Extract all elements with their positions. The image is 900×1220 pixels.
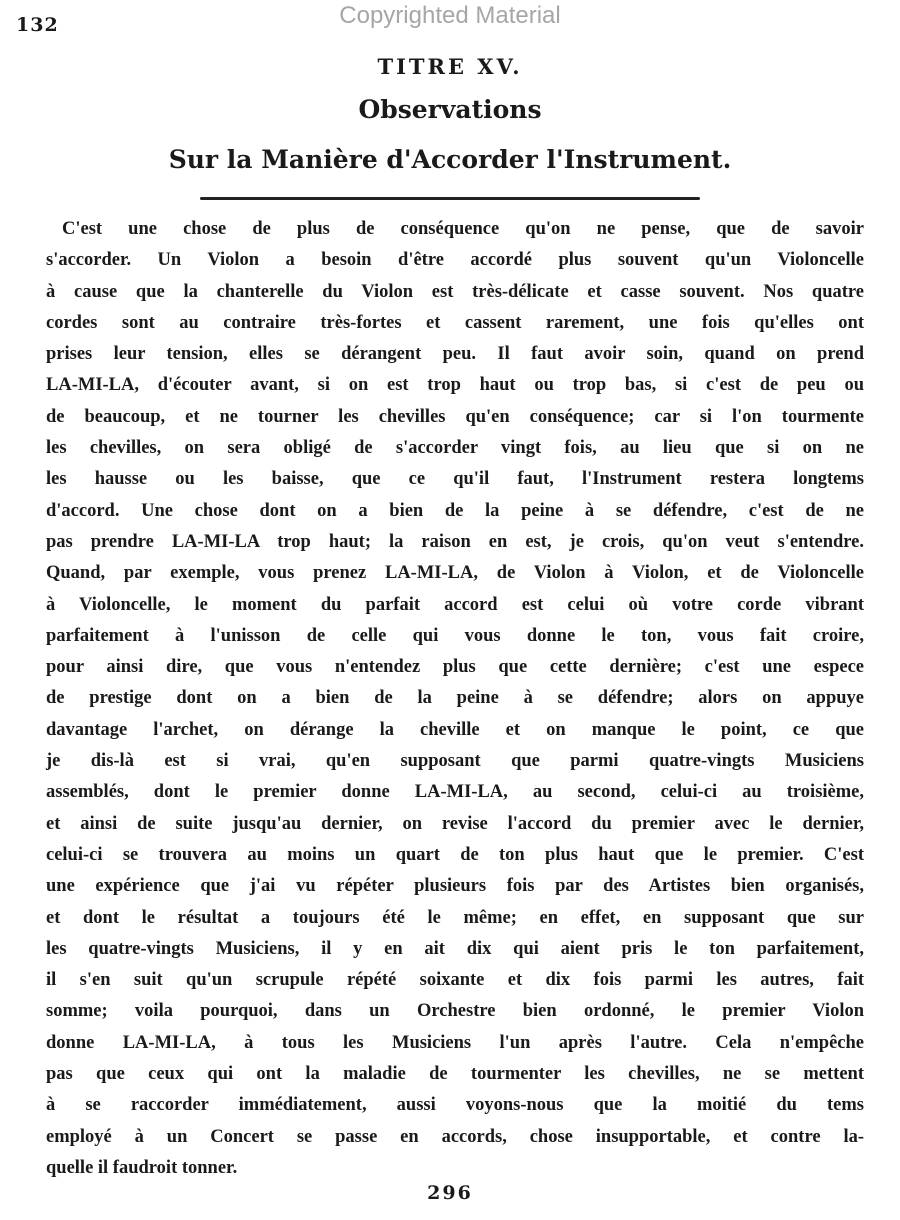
body-line: s'accorder. Un Violon a besoin d'être accordé plus souvent qu'un Violoncelle [46,250,864,271]
chapter-subtitle: Sur la Manière d'Accorder l'Instrument. [168,145,732,174]
body-line: les quatre-vingts Musiciens, il y en ait dix qui aient pris le ton parfaitement, [46,938,864,959]
body-line: C'est une chose de plus de conséquence qu'on ne pense, que de savoir [62,219,864,239]
body-paragraph [46,214,864,1184]
body-line: quelle il faudroit tonner. [46,1157,238,1178]
body-line: cordes sont au contraire très-fortes et cassent rarement, une fois qu'elles ont [46,312,864,333]
body-line: une expérience que j'ai vu répéter plusieurs fois par des Artistes bien organisés, [46,876,864,897]
body-line: pour ainsi dire, que vous n'entendez plus que cette dernière; c'est une espece [46,657,864,678]
body-line: et ainsi de suite jusqu'au dernier, on revise l'accord du premier avec le dernier, [46,813,864,834]
page-number: 132 [16,14,59,36]
body-line: d'accord. Une chose dont on a bien de la peine à se défendre, c'est de ne [46,500,864,521]
body-line: prises leur tension, elles se dérangent peu. Il faut avoir soin, quand on prend [46,344,864,365]
body-line: donne LA-MI-LA, à tous les Musiciens l'un après l'autre. Cela n'empêche [46,1032,864,1053]
body-line: davantage l'archet, on dérange la cheville et on manque le point, ce que [46,719,864,740]
folio-number: 296 [427,1182,473,1204]
title-rule [200,197,700,200]
body-line: à Violoncelle, le moment du parfait accord est celui où votre corde vibrant [46,594,864,615]
body-line: parfaitement à l'unisson de celle qui vous donne le ton, vous fait croire, [46,625,864,646]
body-line: et dont le résultat a toujours été le même; en effet, en supposant que sur [46,907,864,928]
body-line: assemblés, dont le premier donne LA-MI-LA, au second, celui-ci au troisième, [46,782,864,803]
body-line: les hausse ou les baisse, que ce qu'il faut, l'Instrument restera longtems [46,469,864,490]
body-line: employé à un Concert se passe en accords, chose insupportable, et contre la- [46,1126,864,1147]
body-line: à cause que la chanterelle du Violon est très-délicate et casse souvent. Nos quatre [46,281,864,302]
body-line: de beaucoup, et ne tourner les chevilles qu'en conséquence; car si l'on tourmente [46,406,864,427]
chapter-title: Observations [358,95,542,124]
body-line: je dis-là est si vrai, qu'en supposant que parmi quatre-vingts Musiciens [46,751,864,772]
body-line: pas prendre LA-MI-LA trop haut; la raison en est, je crois, qu'on veut s'entendre. [46,531,864,552]
body-line: de prestige dont on a bien de la peine à se défendre; alors on appuye [46,688,864,709]
body-line: celui-ci se trouvera au moins un quart de ton plus haut que le premier. C'est [46,844,864,865]
body-line: à se raccorder immédiatement, aussi voyons-nous que la moitié du tems [46,1095,864,1116]
chapter-heading: TITRE XV. [377,54,523,79]
body-line: les chevilles, on sera obligé de s'accorder vingt fois, au lieu que si on ne [46,438,864,459]
body-line: somme; voila pourquoi, dans un Orchestre bien ordonné, le premier Violon [46,1001,864,1022]
body-line: LA-MI-LA, d'écouter avant, si on est trop haut ou trop bas, si c'est de peu ou [46,375,864,396]
body-line: pas que ceux qui ont la maladie de tourmenter les chevilles, ne se mettent [46,1064,864,1085]
body-line: il s'en suit qu'un scrupule répété soixante et dix fois parmi les autres, fait [46,970,864,991]
body-line: Quand, par exemple, vous prenez LA-MI-LA, de Violon à Violon, et de Violoncelle [46,563,864,584]
copyright-watermark: Copyrighted Material [339,2,561,29]
